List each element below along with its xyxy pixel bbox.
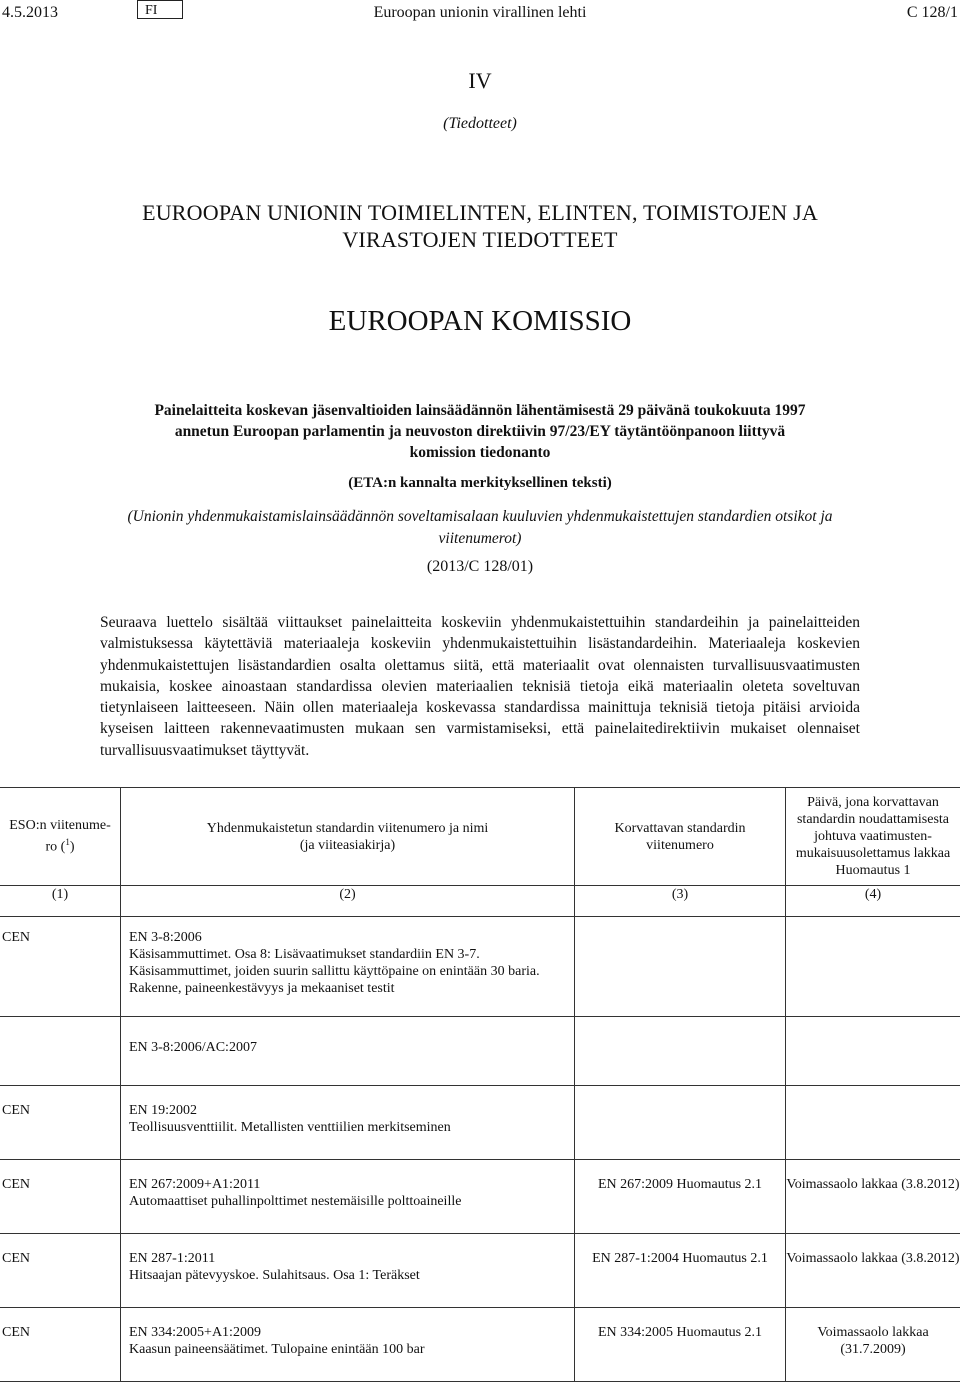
date-cell [786, 1086, 960, 1160]
table-row [0, 917, 960, 1017]
header-eso: ESO:n viitenume-ro ($^1$) [0, 788, 121, 886]
notice-reference: (2013/C 128/01) [426, 558, 534, 575]
standards-table [0, 787, 960, 1382]
date-cell: Voimassaolo lakkaa (3.8.2012) [786, 1234, 960, 1308]
section-number: IV [468, 68, 492, 93]
standard-cell: EN 334:2005+A1:2009 Kaasun paineensäätimet. Tulopaine enintään 100 bar [121, 1308, 575, 1382]
journal-name: Euroopan unionin virallinen lehti [373, 4, 587, 21]
notice-scope: (Unionin yhdenmukaistamislainsäädännön soveltamisalaan kuuluvien yhdenmukaistettujen standardien otsikot ja viitenumerot) [127, 508, 833, 547]
page-header [0, 0, 960, 30]
replaced-cell [575, 1017, 786, 1086]
publication-date: 4.5.2013 [2, 4, 58, 21]
eso-cell: CEN [0, 917, 121, 1017]
eea-relevance: (ETA:n kannalta merkityksellinen teksti) [348, 475, 612, 491]
replaced-cell: EN 287-1:2004 Huomautus 2.1 [575, 1234, 786, 1308]
column-number: (3) [575, 886, 786, 917]
standard-cell: EN 3-8:2006/AC:2007 [121, 1017, 575, 1086]
institution-heading: EUROOPAN KOMISSIO [328, 305, 632, 337]
table-row [0, 1308, 960, 1382]
notice-title-line-1: Painelaitteita koskevan jäsenvaltioiden lainsäädännön lähentämisestä 29 päivänä toukokuuta 1997 [154, 402, 806, 419]
notice-title-line-3: komission tiedonanto [409, 444, 551, 461]
standard-cell: EN 287-1:2011 Hitsaajan pätevyyskoe. Sulahitsaus. Osa 1: Teräkset [121, 1234, 575, 1308]
replaced-cell: EN 267:2009 Huomautus 2.1 [575, 1160, 786, 1234]
standard-cell: EN 267:2009+A1:2011 Automaattiset puhallinpolttimet nestemäisille polttoaineille [121, 1160, 575, 1234]
table-row [0, 1160, 960, 1234]
column-number-row [0, 886, 960, 917]
standard-cell: EN 3-8:2006 Käsisammuttimet. Osa 8: Lisävaatimukset standardiin EN 3-7. Käsisammuttimet, joiden suurin sallittu käyttöpaine on enintään 30 baria. Rakenne, paineenkestävyys ja mekaaniset testit [121, 917, 575, 1017]
replaced-cell [575, 1086, 786, 1160]
column-number: (2) [121, 886, 575, 917]
notice-title [100, 400, 860, 463]
date-cell [786, 917, 960, 1017]
replaced-cell [575, 917, 786, 1017]
header-cessation-date: Päivä, jona korvattavan standardin noudattamisesta johtuva vaatimusten-mukaisuusolettamus lakkaa Huomautus 1 [786, 788, 960, 886]
header-standard: Yhdenmukaistetun standardin viitenumero ja nimi (ja viiteasiakirja) [121, 788, 575, 886]
table-row [0, 1086, 960, 1160]
main-heading [0, 199, 960, 253]
column-number: (4) [786, 886, 960, 917]
main-heading-line-1: EUROOPAN UNIONIN TOIMIELINTEN, ELINTEN, TOIMISTOJEN JA [142, 200, 818, 225]
date-cell: Voimassaolo lakkaa (3.8.2012) [786, 1160, 960, 1234]
date-cell: Voimassaolo lakkaa (31.7.2009) [786, 1308, 960, 1382]
replaced-cell: EN 334:2005 Huomautus 2.1 [575, 1308, 786, 1382]
standard-cell: EN 19:2002 Teollisuusventtiilit. Metallisten venttiilien merkitseminen [121, 1086, 575, 1160]
language-code: FI [137, 0, 183, 19]
header-replaced: Korvattavan standardin viitenumero [575, 788, 786, 886]
eso-cell: CEN [0, 1234, 121, 1308]
main-heading-line-2: VIRASTOJEN TIEDOTTEET [342, 227, 618, 252]
eso-cell [0, 1017, 121, 1086]
notice-body: Seuraava luettelo sisältää viittaukset painelaitteita koskeviin yhdenmukaistettuihin standardeihin ja painelaitteiden valmistuksessa käytettäviä materiaaleja koskeviin yhdenmukaistettuihin lisästandardeihin. Materiaaleja koskevien yhdenmukaistettujen lisästandardien osalta olettamus siitä, että materiaalit ovat olennaisten turvallisuusvaatimusten mukaisia, koskee ainoastaan standardissa olevien materiaalien teknisiä tietoja eikä materiaalin oleteta soveltuvan tietynlaiseen laitteeseen. Näin ollen materiaaleja koskevassa standardissa mainittuja teknisiä tietoja pitäisi arvioida kyseisen laitteen rakennevaatimusten mukaan sen varmistamiseksi, että painelaitedirektiivin mukaiset olennaiset turvallisuusvaatimukset täyttyvät. [100, 614, 860, 759]
section-subtitle: (Tiedotteet) [443, 115, 517, 132]
page-reference: C 128/1 [906, 4, 958, 21]
eso-cell: CEN [0, 1160, 121, 1234]
table-row [0, 1017, 960, 1086]
eso-cell: CEN [0, 1086, 121, 1160]
table-header-row [0, 788, 960, 886]
notice-title-line-2: annetun Euroopan parlamentin ja neuvoston direktiivin 97/23/EY täytäntöönpanoon liittyvä [174, 423, 786, 440]
table-row [0, 1234, 960, 1308]
column-number: (1) [0, 886, 121, 917]
eso-cell: CEN [0, 1308, 121, 1382]
date-cell [786, 1017, 960, 1086]
